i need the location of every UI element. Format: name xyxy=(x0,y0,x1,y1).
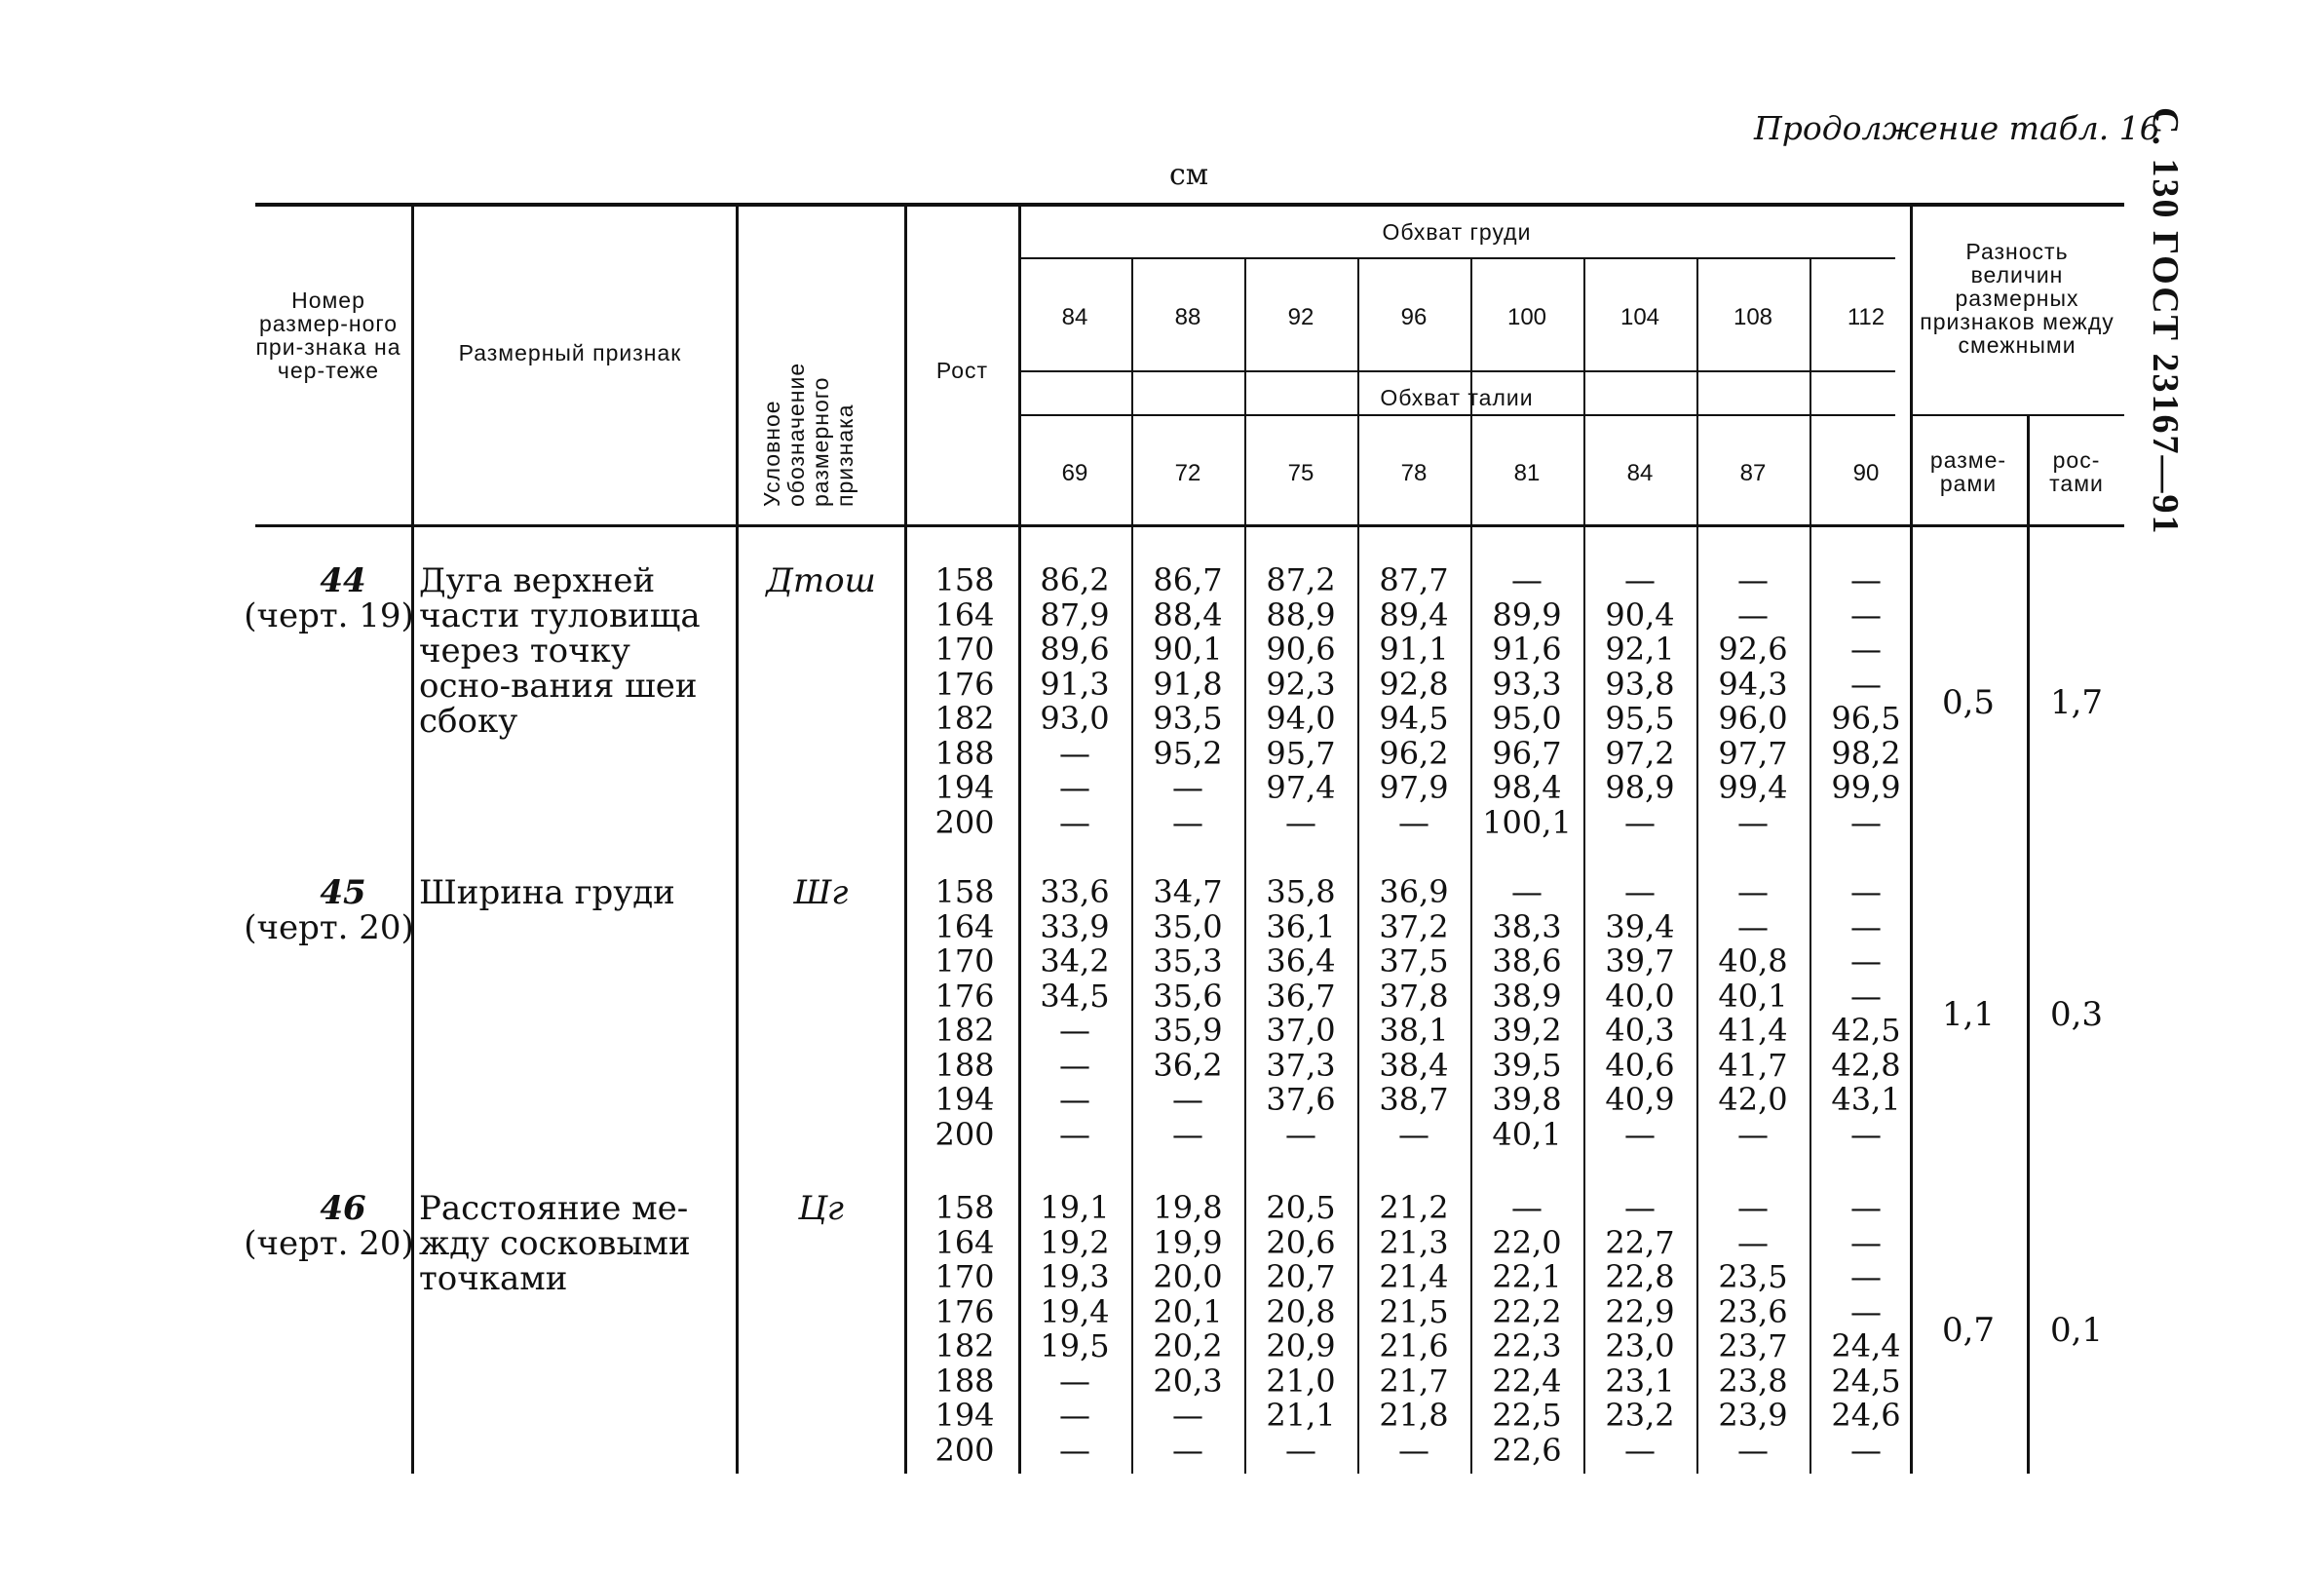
table-cell: 92,8 xyxy=(1379,665,1449,703)
row-heights xyxy=(926,563,1004,840)
size-column xyxy=(1131,875,1244,1152)
height-value: 194 xyxy=(934,1081,995,1118)
chest-size-header: 88 xyxy=(1174,304,1201,330)
table-cell: 93,5 xyxy=(1153,700,1223,737)
col-divider xyxy=(411,207,414,1474)
table-cell: 36,7 xyxy=(1266,977,1336,1015)
table-cell: 94,5 xyxy=(1379,700,1449,737)
table-cell: 91,3 xyxy=(1040,665,1110,703)
table-cell: — xyxy=(1737,1115,1769,1153)
table-cell: 40,9 xyxy=(1605,1081,1675,1118)
table-cell: 22,2 xyxy=(1492,1292,1562,1330)
page-side-label: С. 130 ГОСТ 23167—91 xyxy=(2145,107,2186,536)
table-cell: 90,4 xyxy=(1605,595,1675,633)
size-column xyxy=(1018,1191,1131,1468)
size-column xyxy=(1357,1191,1470,1468)
table-cell: 94,0 xyxy=(1266,700,1336,737)
table-cell: 24,6 xyxy=(1831,1397,1901,1434)
table-cell: — xyxy=(1624,1115,1656,1153)
table-cell: — xyxy=(1059,1362,1090,1400)
size-column xyxy=(1018,875,1131,1152)
header-feature: Размерный признак xyxy=(458,340,682,365)
table-cell: 43,1 xyxy=(1831,1081,1901,1118)
table-cell: 40,3 xyxy=(1605,1012,1675,1049)
table-cell: 88,9 xyxy=(1266,595,1336,633)
size-column xyxy=(1470,875,1583,1152)
table-cell: 21,0 xyxy=(1266,1362,1336,1400)
table-cell: 90,1 xyxy=(1153,631,1223,668)
table-cell: 86,2 xyxy=(1040,561,1110,598)
table-cell: 35,6 xyxy=(1153,977,1223,1015)
chest-size-header: 84 xyxy=(1061,304,1088,330)
table-cell: 40,6 xyxy=(1605,1046,1675,1084)
table-cell: — xyxy=(1172,803,1203,841)
diff-sizes-value: 0,5 xyxy=(1941,683,1996,722)
table-cell: 33,6 xyxy=(1040,873,1110,910)
table-cell: 36,4 xyxy=(1266,942,1336,979)
table-cell: 38,7 xyxy=(1379,1081,1449,1118)
table-cell: 19,4 xyxy=(1040,1292,1110,1330)
table-cell: — xyxy=(1059,1081,1090,1118)
height-value: 170 xyxy=(934,942,995,979)
height-value: 164 xyxy=(934,595,995,633)
table-cell: 22,3 xyxy=(1492,1327,1562,1364)
table-cell: — xyxy=(1285,1115,1316,1153)
table-cell: 39,4 xyxy=(1605,907,1675,945)
table-cell: — xyxy=(1850,1431,1882,1469)
table-cell: 23,5 xyxy=(1718,1258,1788,1295)
header-diff: Разность величин размерных признаков между смежными xyxy=(1920,239,2114,358)
diff-sizes-value: 1,1 xyxy=(1941,995,1996,1034)
table-cell: 19,8 xyxy=(1153,1189,1223,1226)
table-cell: 95,5 xyxy=(1605,700,1675,737)
waist-size-header: 87 xyxy=(1739,460,1767,486)
table-cell: — xyxy=(1059,1397,1090,1434)
table-cell: 94,3 xyxy=(1718,665,1788,703)
table-cell: 40,0 xyxy=(1605,977,1675,1015)
table-cell: 98,2 xyxy=(1831,734,1901,772)
table-cell: 40,1 xyxy=(1492,1115,1562,1153)
chest-group-rule xyxy=(1018,257,1895,259)
table-cell: 98,9 xyxy=(1605,769,1675,806)
table-cell: 96,7 xyxy=(1492,734,1562,772)
table-cell: 20,1 xyxy=(1153,1292,1223,1330)
table-cell: — xyxy=(1850,1292,1882,1330)
table-cell: — xyxy=(1398,1431,1429,1469)
table-cell: — xyxy=(1059,803,1090,841)
row-symbol: Цг xyxy=(798,1189,844,1228)
table-cell: 38,6 xyxy=(1492,942,1562,979)
table-cell: — xyxy=(1172,1115,1203,1153)
table-cell: — xyxy=(1059,1115,1090,1153)
size-column xyxy=(1810,875,1923,1152)
table-cell: 22,8 xyxy=(1605,1258,1675,1295)
table-cell: 19,3 xyxy=(1040,1258,1110,1295)
table-cell: — xyxy=(1059,1012,1090,1049)
table-cell: 97,7 xyxy=(1718,734,1788,772)
size-column xyxy=(1696,1191,1810,1468)
table-cell: 42,8 xyxy=(1831,1046,1901,1084)
diff-heights-value: 0,3 xyxy=(2049,995,2104,1034)
table-cell: 96,5 xyxy=(1831,700,1901,737)
header-diff-heights: рос-тами xyxy=(2049,447,2104,496)
table-cell: 89,6 xyxy=(1040,631,1110,668)
table-cell: 22,0 xyxy=(1492,1223,1562,1261)
table-cell: 20,0 xyxy=(1153,1258,1223,1295)
height-value: 158 xyxy=(934,561,995,598)
table-cell: 92,1 xyxy=(1605,631,1675,668)
row-figure-ref: (черт. 20) xyxy=(244,908,414,947)
table-cell: 38,1 xyxy=(1379,1012,1449,1049)
waist-size-header: 84 xyxy=(1626,460,1654,486)
table-cell: — xyxy=(1398,1115,1429,1153)
header-bottom-rule xyxy=(255,524,2124,527)
table-cell: 89,9 xyxy=(1492,595,1562,633)
table-cell: 99,4 xyxy=(1718,769,1788,806)
top-rule xyxy=(255,203,2124,207)
table-cell: 97,4 xyxy=(1266,769,1336,806)
table-cell: 35,3 xyxy=(1153,942,1223,979)
table-cell: 86,7 xyxy=(1153,561,1223,598)
table-cell: 98,4 xyxy=(1492,769,1562,806)
table-cell: 20,6 xyxy=(1266,1223,1336,1261)
table-cell: 19,5 xyxy=(1040,1327,1110,1364)
table-cell: — xyxy=(1850,631,1882,668)
size-column xyxy=(1244,1191,1357,1468)
header-height: Рост xyxy=(935,358,989,383)
height-value: 188 xyxy=(934,1046,995,1084)
table-cell: 22,4 xyxy=(1492,1362,1562,1400)
table-cell: 89,4 xyxy=(1379,595,1449,633)
height-value: 170 xyxy=(934,631,995,668)
table-cell: 22,9 xyxy=(1605,1292,1675,1330)
size-column xyxy=(1810,1191,1923,1468)
table-cell: 23,6 xyxy=(1718,1292,1788,1330)
table-cell: 37,5 xyxy=(1379,942,1449,979)
table-cell: 33,9 xyxy=(1040,907,1110,945)
row-symbol: Дтош xyxy=(766,561,876,600)
table-cell: 91,6 xyxy=(1492,631,1562,668)
table-cell: — xyxy=(1511,873,1543,910)
table-cell: 24,5 xyxy=(1831,1362,1901,1400)
table-cell: 37,0 xyxy=(1266,1012,1336,1049)
size-column xyxy=(1357,563,1470,840)
table-cell: 41,4 xyxy=(1718,1012,1788,1049)
table-cell: 20,7 xyxy=(1266,1258,1336,1295)
size-column xyxy=(1583,1191,1696,1468)
table-cell: — xyxy=(1737,1223,1769,1261)
table-cell: 37,8 xyxy=(1379,977,1449,1015)
table-cell: 97,2 xyxy=(1605,734,1675,772)
table-cell: 23,1 xyxy=(1605,1362,1675,1400)
table-cell: — xyxy=(1172,1397,1203,1434)
table-cell: 37,6 xyxy=(1266,1081,1336,1118)
table-cell: 88,4 xyxy=(1153,595,1223,633)
height-value: 164 xyxy=(934,907,995,945)
height-value: 176 xyxy=(934,977,995,1015)
table-cell: — xyxy=(1172,769,1203,806)
table-cell: — xyxy=(1624,1431,1656,1469)
table-cell: 97,9 xyxy=(1379,769,1449,806)
table-cell: 36,1 xyxy=(1266,907,1336,945)
table-cell: 21,1 xyxy=(1266,1397,1336,1434)
units-label: см xyxy=(1169,158,1209,192)
table-cell: 19,2 xyxy=(1040,1223,1110,1261)
table-cell: 90,6 xyxy=(1266,631,1336,668)
table-cell: — xyxy=(1059,734,1090,772)
table-cell: 39,5 xyxy=(1492,1046,1562,1084)
col-divider xyxy=(904,207,907,1474)
table-cell: 41,7 xyxy=(1718,1046,1788,1084)
table-cell: 23,2 xyxy=(1605,1397,1675,1434)
table-cell: 20,5 xyxy=(1266,1189,1336,1226)
table-cell: — xyxy=(1850,665,1882,703)
waist-size-header: 72 xyxy=(1174,460,1201,486)
table-cell: 95,2 xyxy=(1153,734,1223,772)
table-cell: 36,9 xyxy=(1379,873,1449,910)
table-cell: 21,6 xyxy=(1379,1327,1449,1364)
table-cell: 23,0 xyxy=(1605,1327,1675,1364)
size-column xyxy=(1131,563,1244,840)
waist-group-rule xyxy=(1018,414,1895,416)
table-cell: 35,0 xyxy=(1153,907,1223,945)
row-number: 46 xyxy=(320,1189,366,1228)
size-column xyxy=(1583,563,1696,840)
table-cell: 20,8 xyxy=(1266,1292,1336,1330)
table-cell: 34,7 xyxy=(1153,873,1223,910)
table-cell: 23,8 xyxy=(1718,1362,1788,1400)
table-cell: — xyxy=(1737,803,1769,841)
table-cell: 24,4 xyxy=(1831,1327,1901,1364)
table-cell: — xyxy=(1172,1081,1203,1118)
table-cell: 39,7 xyxy=(1605,942,1675,979)
table-cell: — xyxy=(1850,803,1882,841)
waist-top-rule xyxy=(1018,370,1895,372)
table-cell: — xyxy=(1850,873,1882,910)
table-cell: — xyxy=(1737,561,1769,598)
table-cell: 23,9 xyxy=(1718,1397,1788,1434)
row-heights xyxy=(926,875,1004,1152)
table-cell: 93,3 xyxy=(1492,665,1562,703)
size-column xyxy=(1810,563,1923,840)
table-cell: 23,7 xyxy=(1718,1327,1788,1364)
waist-size-header: 78 xyxy=(1400,460,1428,486)
row-feature: Расстояние ме-жду сосковыми точками xyxy=(419,1189,691,1298)
table-cell: 99,9 xyxy=(1831,769,1901,806)
table-cell: 38,4 xyxy=(1379,1046,1449,1084)
table-cell: — xyxy=(1624,561,1656,598)
table-cell: — xyxy=(1511,561,1543,598)
table-cell: 34,2 xyxy=(1040,942,1110,979)
table-cell: 42,0 xyxy=(1718,1081,1788,1118)
table-cell: 87,2 xyxy=(1266,561,1336,598)
height-value: 158 xyxy=(934,873,995,910)
table-cell: 91,1 xyxy=(1379,631,1449,668)
table-cell: — xyxy=(1850,907,1882,945)
table-cell: 21,4 xyxy=(1379,1258,1449,1295)
waist-size-header: 75 xyxy=(1287,460,1314,486)
table-cell: 21,7 xyxy=(1379,1362,1449,1400)
waist-size-header: 90 xyxy=(1852,460,1880,486)
table-cell: 38,3 xyxy=(1492,907,1562,945)
table-cell: — xyxy=(1850,977,1882,1015)
table-cell: 22,5 xyxy=(1492,1397,1562,1434)
table-cell: 21,2 xyxy=(1379,1189,1449,1226)
table-cell: — xyxy=(1850,942,1882,979)
table-cell: 35,9 xyxy=(1153,1012,1223,1049)
row-heights xyxy=(926,1191,1004,1468)
table-cell: — xyxy=(1285,1431,1316,1469)
height-value: 170 xyxy=(934,1258,995,1295)
size-column xyxy=(1696,563,1810,840)
table-cell: 39,8 xyxy=(1492,1081,1562,1118)
chest-size-header: 100 xyxy=(1506,304,1547,330)
waist-size-header: 81 xyxy=(1513,460,1541,486)
table-cell: 22,7 xyxy=(1605,1223,1675,1261)
table-cell: 87,9 xyxy=(1040,595,1110,633)
size-column xyxy=(1470,563,1583,840)
height-value: 176 xyxy=(934,1292,995,1330)
size-column xyxy=(1131,1191,1244,1468)
chest-size-header: 92 xyxy=(1287,304,1314,330)
table-cell: 34,5 xyxy=(1040,977,1110,1015)
diff-sub-rule xyxy=(1910,414,2124,416)
height-value: 188 xyxy=(934,1362,995,1400)
table-cell: — xyxy=(1850,595,1882,633)
chest-size-header: 104 xyxy=(1619,304,1660,330)
size-column xyxy=(1244,875,1357,1152)
height-value: 188 xyxy=(934,734,995,772)
table-cell: 21,5 xyxy=(1379,1292,1449,1330)
size-column xyxy=(1696,875,1810,1152)
table-cell: 95,7 xyxy=(1266,734,1336,772)
table-cell: 20,2 xyxy=(1153,1327,1223,1364)
table-cell: 95,0 xyxy=(1492,700,1562,737)
table-cell: — xyxy=(1398,803,1429,841)
table-caption: Продолжение табл. 16 xyxy=(1754,109,2160,147)
table-cell: — xyxy=(1850,561,1882,598)
table-cell: — xyxy=(1511,1189,1543,1226)
header-waist-group: Обхват талии xyxy=(1380,385,1534,410)
table-cell: — xyxy=(1850,1115,1882,1153)
table-cell: — xyxy=(1059,769,1090,806)
table-cell: — xyxy=(1850,1189,1882,1226)
height-value: 200 xyxy=(934,1431,995,1469)
height-value: 194 xyxy=(934,769,995,806)
table-cell: 87,7 xyxy=(1379,561,1449,598)
table-cell: — xyxy=(1059,1046,1090,1084)
header-number: Номер размер-ного при-знака на чер-теже xyxy=(255,288,401,383)
table-cell: 100,1 xyxy=(1482,803,1572,841)
table-cell: 20,3 xyxy=(1153,1362,1223,1400)
height-value: 182 xyxy=(934,1012,995,1049)
col-divider xyxy=(736,207,739,1474)
table-cell: 19,9 xyxy=(1153,1223,1223,1261)
table-cell: — xyxy=(1737,595,1769,633)
table-cell: 35,8 xyxy=(1266,873,1336,910)
table-cell: 20,9 xyxy=(1266,1327,1336,1364)
table-cell: 22,6 xyxy=(1492,1431,1562,1469)
header-diff-sizes: разме-рами xyxy=(1929,447,2007,496)
diff-sizes-value: 0,7 xyxy=(1941,1311,1996,1350)
table-cell: — xyxy=(1624,873,1656,910)
table-cell: 38,9 xyxy=(1492,977,1562,1015)
chest-size-header: 108 xyxy=(1733,304,1773,330)
diff-heights-value: 0,1 xyxy=(2049,1311,2104,1350)
table-cell: 39,2 xyxy=(1492,1012,1562,1049)
table-cell: — xyxy=(1172,1431,1203,1469)
table-cell: 92,3 xyxy=(1266,665,1336,703)
chest-size-header: 96 xyxy=(1400,304,1428,330)
table-cell: 42,5 xyxy=(1831,1012,1901,1049)
size-column xyxy=(1357,875,1470,1152)
table-cell: — xyxy=(1737,1189,1769,1226)
height-value: 182 xyxy=(934,1327,995,1364)
table-cell: 40,8 xyxy=(1718,942,1788,979)
row-figure-ref: (черт. 19) xyxy=(244,596,414,635)
table-cell: — xyxy=(1285,803,1316,841)
table-cell: 96,0 xyxy=(1718,700,1788,737)
table-cell: 37,2 xyxy=(1379,907,1449,945)
height-value: 158 xyxy=(934,1189,995,1226)
height-value: 194 xyxy=(934,1397,995,1434)
table-cell: — xyxy=(1850,1223,1882,1261)
table-cell: — xyxy=(1850,1258,1882,1295)
header-chest-group: Обхват груди xyxy=(1382,219,1532,245)
table-cell: — xyxy=(1624,803,1656,841)
table-cell: 93,0 xyxy=(1040,700,1110,737)
height-value: 176 xyxy=(934,665,995,703)
table-cell: 21,8 xyxy=(1379,1397,1449,1434)
diff-heights-value: 1,7 xyxy=(2049,683,2104,722)
height-value: 200 xyxy=(934,1115,995,1153)
table-cell: 92,6 xyxy=(1718,631,1788,668)
row-figure-ref: (черт. 20) xyxy=(244,1224,414,1263)
table-cell: — xyxy=(1737,873,1769,910)
table-cell: 37,3 xyxy=(1266,1046,1336,1084)
row-feature: Дуга верхней части туловища через точку осно-вания шеи сбоку xyxy=(419,561,701,741)
waist-size-header: 69 xyxy=(1061,460,1088,486)
size-column xyxy=(1583,875,1696,1152)
size-column xyxy=(1244,563,1357,840)
row-number: 45 xyxy=(320,873,366,912)
table-cell: 93,8 xyxy=(1605,665,1675,703)
header-symbol: Условное обозначение размерного признака xyxy=(759,362,857,507)
row-feature: Ширина груди xyxy=(419,873,675,912)
table-cell: 91,8 xyxy=(1153,665,1223,703)
table-cell: 40,1 xyxy=(1718,977,1788,1015)
row-number: 44 xyxy=(320,561,366,600)
table-cell: 36,2 xyxy=(1153,1046,1223,1084)
size-column xyxy=(1018,563,1131,840)
height-value: 200 xyxy=(934,803,995,841)
table-cell: — xyxy=(1737,1431,1769,1469)
height-value: 164 xyxy=(934,1223,995,1261)
height-value: 182 xyxy=(934,700,995,737)
table-cell: 22,1 xyxy=(1492,1258,1562,1295)
table-cell: 96,2 xyxy=(1379,734,1449,772)
table-cell: — xyxy=(1059,1431,1090,1469)
table-cell: — xyxy=(1624,1189,1656,1226)
chest-size-header: 112 xyxy=(1847,304,1886,330)
table-cell: — xyxy=(1737,907,1769,945)
table-cell: 21,3 xyxy=(1379,1223,1449,1261)
row-symbol: Шг xyxy=(793,873,849,912)
size-column xyxy=(1470,1191,1583,1468)
table-cell: 19,1 xyxy=(1040,1189,1110,1226)
